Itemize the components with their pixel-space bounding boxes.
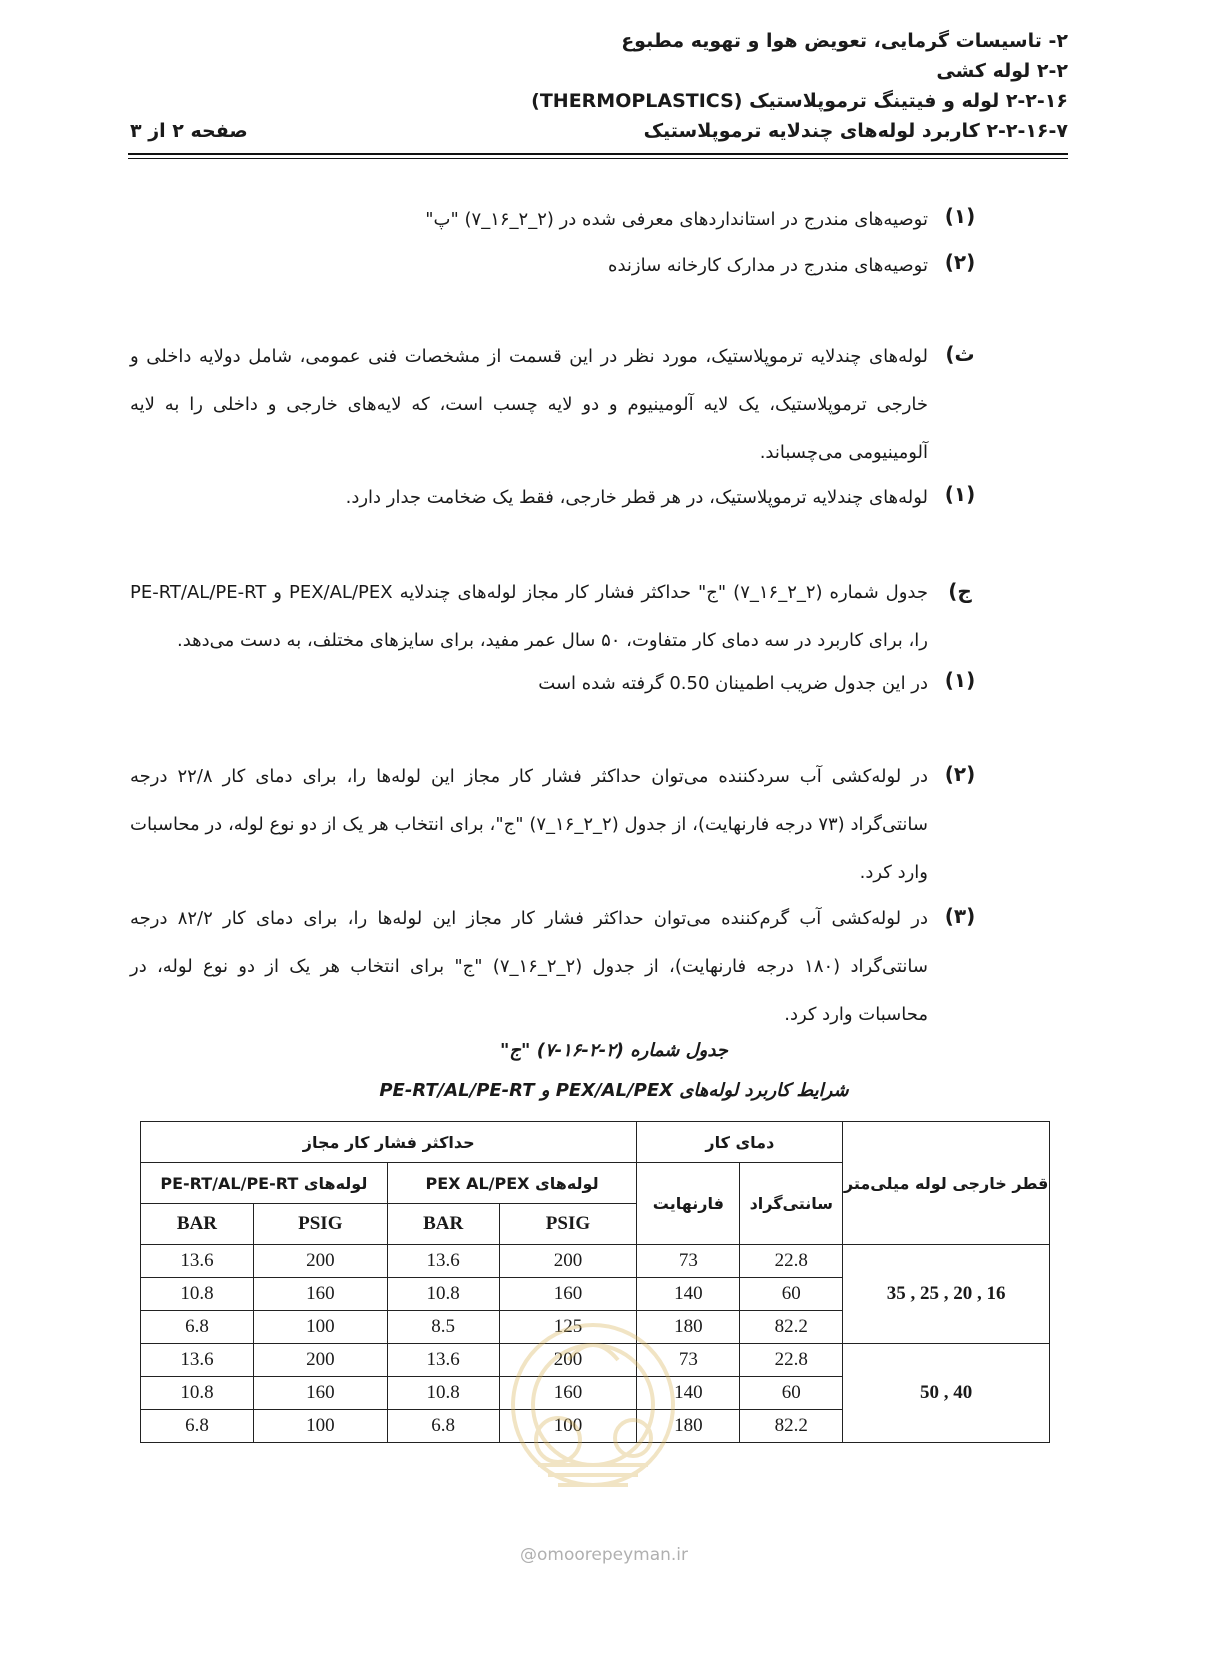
item-marker: (۱) (944, 204, 976, 228)
header-temperature: دمای کار (637, 1122, 843, 1163)
header-topic-title: ۲-۲-۱۶ لوله و فیتینگ ترموپلاستیک (THERMOPLASTICS) (531, 90, 1068, 112)
pressure-table (140, 1121, 1050, 1443)
item-text: در این جدول ضریب اطمینان 0.50 گرفته شده است (538, 673, 928, 694)
header-pex-pipes: لوله‌های PEX AL/PEX (387, 1163, 637, 1204)
pert-bar-cell: 13.6 (141, 1245, 254, 1278)
pex-bar-cell: 13.6 (387, 1245, 499, 1278)
item-text: توصیه‌های مندرج در مدارک کارخانه سازنده (608, 255, 928, 276)
diameter-cell: 35 , 25 , 20 , 16 (843, 1245, 1050, 1344)
celsius-cell: 22.8 (740, 1344, 843, 1377)
item-text: در لوله‌کشی آب گرم‌کننده می‌توان حداکثر فشار کار مجاز این لوله‌ها را، برای دمای کار ۸۲/۲ درجه سانتی‌گراد (۱۸۰ درجه فارنهایت)، از جدول (۲_۲_۱۶_۷) "ج" برای انتخاب هر یک از دو نوع لوله، در محاسبات وارد کرد. (130, 908, 928, 1025)
pex-psig-cell: 125 (499, 1311, 637, 1344)
pex-psig-cell: 160 (499, 1377, 637, 1410)
item-text: لوله‌های چندلایه ترموپلاستیک، مورد نظر در این قسمت از مشخصات فنی عمومی، شامل دولایه داخلی و خارجی ترموپلاستیک، یک لایه آلومینیوم و دو لایه چسب است، که لایه‌های خارجی و داخلی را به لایه آلومینیومی می‌چسباند. (130, 346, 928, 463)
item-marker: (۳) (944, 904, 976, 928)
page-number: صفحه ۲ از ۳ (130, 120, 248, 142)
header-diameter: قطر خارجی لوله میلی‌متر (843, 1122, 1050, 1245)
fahrenheit-cell: 140 (637, 1377, 740, 1410)
pert-bar-cell: 6.8 (141, 1410, 254, 1443)
pex-bar-cell: 6.8 (387, 1410, 499, 1443)
table-subcaption: شرایط کاربرد لوله‌های PEX/AL/PEX و PE-RT/AL/PE-RT (379, 1080, 849, 1101)
pex-bar-cell: 8.5 (387, 1311, 499, 1344)
celsius-cell: 60 (740, 1377, 843, 1410)
fahrenheit-cell: 73 (637, 1344, 740, 1377)
header-fahrenheit: فارنهایت (637, 1163, 740, 1245)
celsius-cell: 82.2 (740, 1410, 843, 1443)
header-max-pressure: حداکثر فشار کار مجاز (141, 1122, 637, 1163)
pex-psig-cell: 100 (499, 1410, 637, 1443)
table-caption: جدول شماره (۲-۲-۱۶-۷) "ج" (500, 1040, 728, 1061)
item-marker: (۲) (944, 250, 976, 274)
pex-psig-cell: 200 (499, 1344, 637, 1377)
item-text: در لوله‌کشی آب سردکننده می‌توان حداکثر فشار کار مجاز این لوله‌ها را، برای دمای کار ۲۲/۸ درجه سانتی‌گراد (۷۳ درجه فارنهایت)، از جدول (۲_۲_۱۶_۷) "ج"، برای انتخاب هر یک از دو نوع لوله، در محاسبات وارد کرد. (130, 766, 928, 883)
table-row (141, 1344, 1050, 1377)
pex-psig-cell: 200 (499, 1245, 637, 1278)
header-psig: PSIG (253, 1204, 387, 1245)
header-pert-pipes: لوله‌های PE-RT/AL/PE-RT (141, 1163, 388, 1204)
table-row (141, 1245, 1050, 1278)
fahrenheit-cell: 180 (637, 1311, 740, 1344)
header-clause-title: ۲-۲-۱۶-۷ کاربرد لوله‌های چندلایه ترموپلاستیک (643, 120, 1068, 142)
pert-bar-cell: 10.8 (141, 1377, 254, 1410)
celsius-cell: 82.2 (740, 1311, 843, 1344)
pert-psig-cell: 160 (253, 1377, 387, 1410)
item-marker: ج) (948, 579, 972, 603)
pert-psig-cell: 200 (253, 1245, 387, 1278)
diameter-cell: 50 , 40 (843, 1344, 1050, 1443)
celsius-cell: 22.8 (740, 1245, 843, 1278)
item-marker: (۱) (944, 482, 976, 506)
header-bar: BAR (141, 1204, 254, 1245)
header-section-title: ۲- تاسیسات گرمایی، تعویض هوا و تهویه مطبوع (621, 30, 1068, 52)
pex-bar-cell: 13.6 (387, 1344, 499, 1377)
item-text: لوله‌های چندلایه ترموپلاستیک، در هر قطر خارجی، فقط یک ضخامت جدار دارد. (345, 487, 928, 508)
pert-psig-cell: 100 (253, 1410, 387, 1443)
header-bar: BAR (387, 1204, 499, 1245)
pert-bar-cell: 13.6 (141, 1344, 254, 1377)
item-text: توصیه‌های مندرج در استانداردهای معرفی شده در (۲_۲_۱۶_۷) "پ" (425, 209, 928, 230)
header-rule (128, 153, 1068, 155)
header-psig: PSIG (499, 1204, 637, 1245)
header-subsection-title: ۲-۲ لوله کشی (936, 60, 1068, 82)
header-celsius: سانتی‌گراد (740, 1163, 843, 1245)
header-rule-thin (128, 158, 1068, 159)
table-body (141, 1245, 1050, 1443)
pert-bar-cell: 6.8 (141, 1311, 254, 1344)
pert-psig-cell: 200 (253, 1344, 387, 1377)
pex-bar-cell: 10.8 (387, 1278, 499, 1311)
fahrenheit-cell: 73 (637, 1245, 740, 1278)
item-marker: ث) (945, 342, 975, 366)
pex-bar-cell: 10.8 (387, 1377, 499, 1410)
fahrenheit-cell: 180 (637, 1410, 740, 1443)
watermark-url: @omoorepeyman.ir (520, 1545, 689, 1565)
item-text: جدول شماره (۲_۲_۱۶_۷) "ج" حداکثر فشار کار مجاز لوله‌های چندلایه PEX/AL/PEX و PE-RT/AL/PE-RT را، برای کاربرد در سه دمای کار متفاوت، ۵۰ سال عمر مفید، برای سایزهای مختلف، به دست می‌دهد. (130, 582, 928, 651)
pert-psig-cell: 160 (253, 1278, 387, 1311)
pex-psig-cell: 160 (499, 1278, 637, 1311)
fahrenheit-cell: 140 (637, 1278, 740, 1311)
pert-bar-cell: 10.8 (141, 1278, 254, 1311)
pert-psig-cell: 100 (253, 1311, 387, 1344)
celsius-cell: 60 (740, 1278, 843, 1311)
item-marker: (۲) (944, 762, 976, 786)
item-marker: (۱) (944, 668, 976, 692)
